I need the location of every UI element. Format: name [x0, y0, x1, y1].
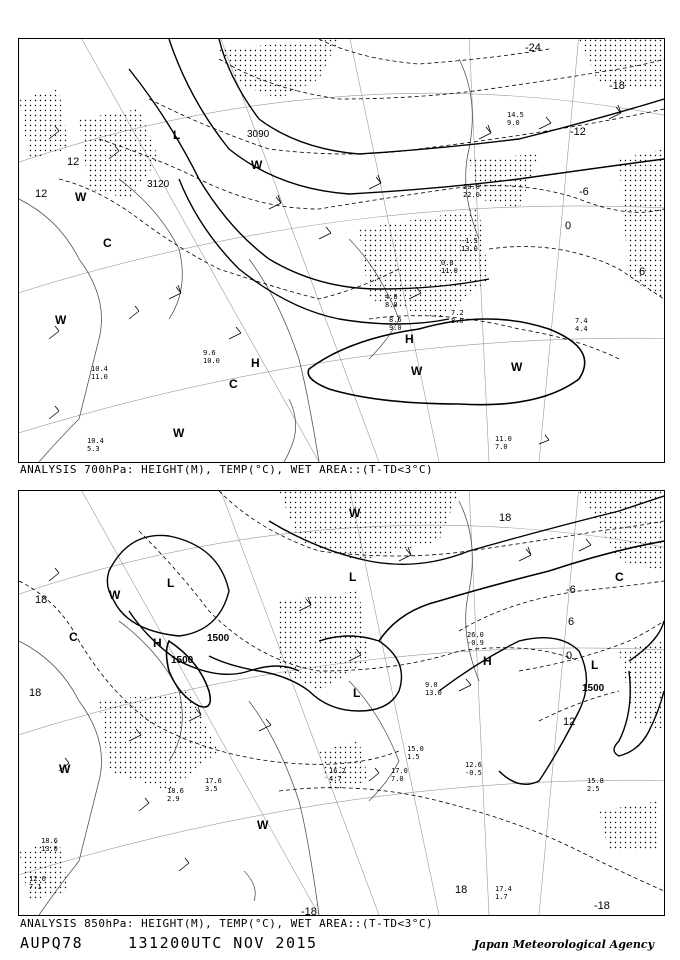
- isotherm-label: 12: [563, 716, 576, 728]
- svg-text:10.4: 10.4: [91, 365, 108, 373]
- station-plot: [461, 237, 478, 253]
- station-plot: [391, 767, 408, 783]
- svg-text:11.0: 11.0: [495, 435, 512, 443]
- station-plot: [451, 309, 464, 325]
- chart-caption-700hpa: ANALYSIS 700hPa: HEIGHT(M), TEMP(°C), WET AREA::(T-TD<3°C): [20, 463, 434, 476]
- svg-text:13.0: 13.0: [41, 845, 58, 853]
- station-plot: [407, 745, 424, 761]
- chart-caption-850hpa: ANALYSIS 850hPa: HEIGHT(M), TEMP(°C), WET AREA::(T-TD<3°C): [20, 917, 434, 930]
- isotherm-label: 18: [499, 512, 512, 524]
- isotherm-label: 0: [566, 650, 573, 662]
- svg-text:7.2: 7.2: [451, 309, 464, 317]
- isotherm-label: 18: [35, 594, 48, 606]
- svg-text:18.6: 18.6: [167, 787, 184, 795]
- svg-text:8.0: 8.0: [451, 317, 464, 325]
- isotherm-label: 0: [565, 220, 572, 232]
- wet-areas-700: [19, 39, 664, 319]
- station-plot: [87, 437, 104, 453]
- svg-text:11.0: 11.0: [441, 267, 458, 275]
- cold-center-marker: C: [69, 630, 78, 644]
- isotherm-label: -18: [609, 80, 625, 92]
- low-center-marker: L: [173, 128, 181, 142]
- station-plot: [425, 681, 442, 697]
- height-label: 3090: [247, 129, 270, 140]
- isotherm-label: -24: [525, 42, 541, 54]
- svg-text:10.4: 10.4: [87, 437, 104, 445]
- isotherm-label: 12: [35, 188, 48, 200]
- svg-text:7.4: 7.4: [575, 317, 588, 325]
- height-label: 1500: [207, 633, 230, 644]
- warm-center-marker: W: [59, 762, 71, 776]
- svg-text:12.6: 12.6: [465, 761, 482, 769]
- isotherm-label: -6: [579, 186, 589, 198]
- svg-text:17.0: 17.0: [391, 767, 408, 775]
- station-plot: [467, 631, 484, 647]
- high-center-marker: H: [405, 332, 414, 346]
- isotherm-label: 18: [29, 687, 42, 699]
- isotherm-label: 6: [639, 266, 646, 278]
- svg-text:7.0: 7.0: [495, 443, 508, 451]
- low-center-marker: L: [591, 658, 599, 672]
- svg-text:4.8: 4.8: [385, 293, 398, 301]
- warm-center-marker: W: [55, 313, 67, 327]
- svg-text:3.5: 3.5: [205, 785, 218, 793]
- svg-text:11.0: 11.0: [91, 373, 108, 381]
- svg-text:12.6: 12.6: [29, 875, 46, 883]
- station-plot: [41, 837, 58, 853]
- agency-credit: Japan Meteorological Agency: [473, 938, 654, 951]
- station-plot: [495, 885, 512, 901]
- isotherm-label: 6: [568, 616, 575, 628]
- station-plot: [495, 435, 512, 451]
- svg-text:4.4: 4.4: [575, 325, 588, 333]
- svg-text:5.3: 5.3: [87, 445, 100, 453]
- station-plot: [463, 183, 480, 199]
- height-label: 3120: [147, 179, 170, 190]
- isotherm-label: 12: [67, 156, 80, 168]
- cold-center-marker: C: [103, 236, 112, 250]
- low-center-marker: L: [167, 576, 175, 590]
- warm-center-marker: W: [349, 506, 361, 520]
- station-plot: [385, 293, 398, 309]
- warm-center-marker: W: [109, 588, 121, 602]
- svg-text:22.0: 22.0: [463, 191, 480, 199]
- svg-text:2.5: 2.5: [587, 785, 600, 793]
- svg-text:-1.5: -1.5: [461, 237, 478, 245]
- warm-center-marker: W: [511, 360, 523, 374]
- svg-text:4.7: 4.7: [329, 775, 342, 783]
- chart-id: AUPQ78: [20, 934, 84, 952]
- svg-text:0.8: 0.8: [441, 259, 454, 267]
- warm-center-marker: W: [75, 190, 87, 204]
- svg-text:18.6: 18.6: [41, 837, 58, 845]
- svg-text:7.0: 7.0: [391, 775, 404, 783]
- high-center-marker: H: [483, 654, 492, 668]
- station-plot: [91, 365, 108, 381]
- warm-center-marker: W: [173, 426, 185, 440]
- svg-text:7.1: 7.1: [29, 883, 42, 891]
- warm-center-marker: W: [411, 364, 423, 378]
- warm-center-marker: W: [251, 158, 263, 172]
- svg-text:9.0: 9.0: [425, 681, 438, 689]
- svg-text:26.0: 26.0: [467, 631, 484, 639]
- isotherm-label: 18: [455, 884, 468, 896]
- map-700hpa-svg: [19, 39, 664, 462]
- height-labels-850: [171, 633, 605, 694]
- issue-time: 131200UTC NOV 2015: [128, 934, 318, 952]
- map-850hpa-svg: [19, 491, 664, 915]
- svg-text:9.6: 9.6: [203, 349, 216, 357]
- graticule-700: [19, 39, 664, 462]
- high-center-marker: H: [153, 636, 162, 650]
- svg-text:1.5: 1.5: [407, 753, 420, 761]
- station-plot: [205, 777, 222, 793]
- isotherm-label: -6: [566, 584, 576, 596]
- cold-center-marker: C: [615, 570, 624, 584]
- svg-text:17.6: 17.6: [205, 777, 222, 785]
- low-center-marker: L: [349, 570, 357, 584]
- isotherm-label: -18: [594, 900, 610, 912]
- svg-text:15.8: 15.8: [587, 777, 604, 785]
- low-center-marker: L: [353, 686, 361, 700]
- analysis-850hpa-map: [18, 490, 665, 916]
- svg-text:1.7: 1.7: [495, 893, 508, 901]
- coastlines-850: [19, 501, 479, 915]
- svg-text:8.6: 8.6: [389, 316, 402, 324]
- station-plot: [507, 111, 524, 127]
- station-plot: [389, 316, 402, 332]
- svg-text:20.0: 20.0: [463, 183, 480, 191]
- isotherm-label: -18: [301, 906, 317, 915]
- svg-text:-0.9: -0.9: [467, 639, 484, 647]
- wet-areas-850: [19, 491, 664, 901]
- cold-center-marker: C: [229, 377, 238, 391]
- analysis-700hpa-map: [18, 38, 665, 463]
- svg-text:8.0: 8.0: [385, 301, 398, 309]
- isotherms-700: [59, 39, 664, 359]
- warm-center-marker: W: [257, 818, 269, 832]
- height-label: 1500: [582, 683, 605, 694]
- svg-text:13.0: 13.0: [461, 245, 478, 253]
- svg-text:9.0: 9.0: [389, 324, 402, 332]
- high-center-marker: H: [251, 356, 260, 370]
- height-label: 1500: [171, 655, 194, 666]
- svg-text:10.0: 10.0: [203, 357, 220, 365]
- svg-text:16.2: 16.2: [329, 767, 346, 775]
- station-plot: [575, 317, 588, 333]
- station-plot: [167, 787, 184, 803]
- isotherm-label: -12: [570, 126, 586, 138]
- svg-text:9.0: 9.0: [507, 119, 520, 127]
- svg-text:2.9: 2.9: [167, 795, 180, 803]
- svg-text:17.4: 17.4: [495, 885, 512, 893]
- svg-text:13.0: 13.0: [425, 689, 442, 697]
- station-plot: [465, 761, 482, 777]
- station-plot: [203, 349, 220, 365]
- station-plot: [587, 777, 604, 793]
- svg-text:14.5: 14.5: [507, 111, 524, 119]
- svg-text:-0.5: -0.5: [465, 769, 482, 777]
- svg-text:15.0: 15.0: [407, 745, 424, 753]
